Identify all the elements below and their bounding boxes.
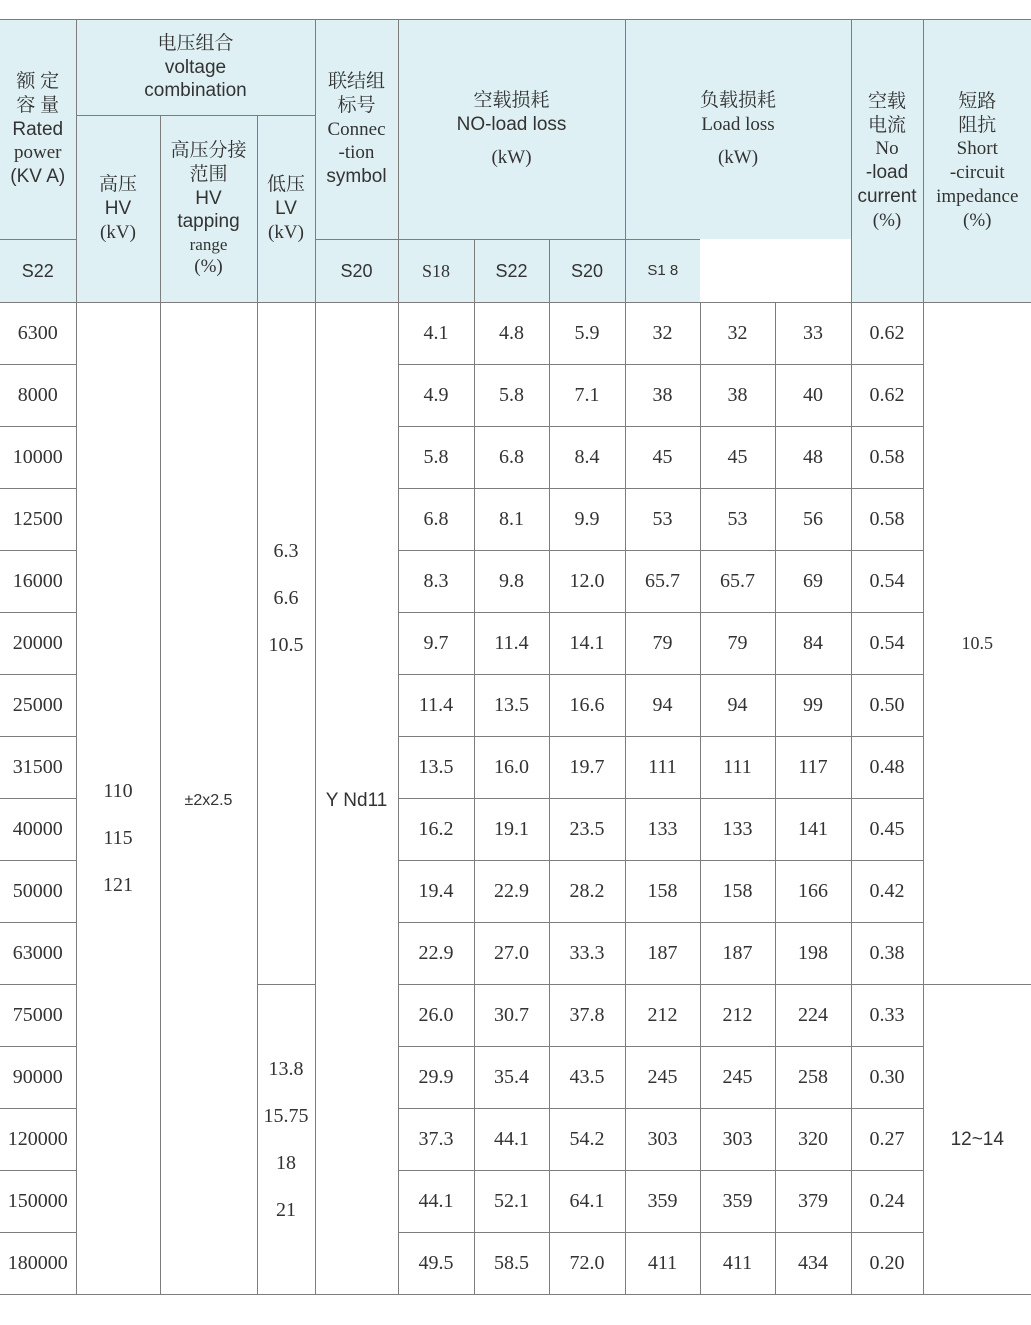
load-loss-header	[625, 20, 851, 240]
rated-power-cell: 20000	[0, 613, 76, 675]
value-cell: 411	[625, 1233, 700, 1295]
value-cell: 0.27	[851, 1109, 923, 1171]
impedance-header	[923, 20, 1031, 303]
value-cell: 303	[625, 1109, 700, 1171]
value-cell: 9.8	[474, 551, 549, 613]
hdr-text: HV	[195, 187, 222, 209]
rated-power-cell: 31500	[0, 737, 76, 799]
value-cell: 212	[700, 985, 775, 1047]
hv-values-value: 110	[103, 780, 133, 802]
hdr-text: -circuit	[949, 162, 1005, 183]
lv-group-1-value: 6.6	[273, 587, 299, 609]
hdr-text: 联结组	[327, 71, 385, 93]
hdr-text: 电压组合	[157, 32, 234, 54]
hdr-text: current	[857, 185, 917, 207]
value-cell: 8.1	[474, 489, 549, 551]
value-cell: 9.9	[549, 489, 625, 551]
value-cell: 0.54	[851, 551, 923, 613]
hdr-text: power	[14, 142, 62, 164]
hdr-text: 负载损耗	[700, 89, 777, 111]
value-cell: 5.8	[398, 427, 474, 489]
lv-group-2-value: 13.8	[268, 1057, 304, 1080]
value-cell: 8.3	[398, 551, 474, 613]
hv-values	[77, 768, 160, 909]
hdr-text: 范围	[189, 163, 228, 185]
value-cell: 40	[775, 365, 851, 427]
value-cell: 35.4	[474, 1047, 549, 1109]
value-cell: 133	[700, 799, 775, 861]
value-cell: 0.45	[851, 799, 923, 861]
tapping-range-value: ±2x2.5	[160, 303, 257, 1295]
rated-power-cell: 6300	[0, 303, 76, 365]
value-cell: 23.5	[549, 799, 625, 861]
rated-power-cell: 50000	[0, 861, 76, 923]
value-cell: 5.9	[549, 303, 625, 365]
hdr-text: 低压	[266, 174, 305, 196]
value-cell: 32	[625, 303, 700, 365]
value-cell: 79	[625, 613, 700, 675]
hdr-text: (%)	[872, 209, 902, 231]
value-cell: 0.33	[851, 985, 923, 1047]
load-s20-header: S20	[549, 240, 625, 303]
value-cell: 158	[625, 861, 700, 923]
value-cell: 11.4	[398, 675, 474, 737]
transformer-spec-table	[0, 19, 1031, 1295]
value-cell: 14.1	[549, 613, 625, 675]
value-cell: 69	[775, 551, 851, 613]
hdr-text: 容 量	[16, 94, 60, 116]
value-cell: 0.50	[851, 675, 923, 737]
no-load-current-header	[851, 20, 923, 303]
hdr-text: 高压分接	[170, 140, 247, 161]
value-cell: 0.54	[851, 613, 923, 675]
no-load-loss-header	[398, 20, 625, 240]
value-cell: 45	[700, 427, 775, 489]
voltage-combination-header	[76, 20, 315, 116]
hdr-text: (kW)	[491, 147, 532, 169]
value-cell: 16.2	[398, 799, 474, 861]
rated-power-cell: 120000	[0, 1109, 76, 1171]
value-cell: 12.0	[549, 551, 625, 613]
value-cell: 56	[775, 489, 851, 551]
hdr-text: (kW)	[717, 147, 759, 169]
value-cell: 37.8	[549, 985, 625, 1047]
value-cell: 54.2	[549, 1109, 625, 1171]
lv-group-1-value: 10.5	[268, 634, 304, 656]
value-cell: 187	[625, 923, 700, 985]
value-cell: 19.4	[398, 861, 474, 923]
value-cell: 187	[700, 923, 775, 985]
hdr-text: (KV A)	[10, 166, 66, 188]
value-cell: 65.7	[625, 551, 700, 613]
value-cell: 359	[700, 1171, 775, 1233]
value-cell: 52.1	[474, 1171, 549, 1233]
value-cell: 65.7	[700, 551, 775, 613]
value-cell: 53	[625, 489, 700, 551]
hdr-text: (kV)	[268, 221, 304, 243]
value-cell: 22.9	[474, 861, 549, 923]
value-cell: 166	[775, 861, 851, 923]
value-cell: 117	[775, 737, 851, 799]
value-cell: 58.5	[474, 1233, 549, 1295]
value-cell: 0.38	[851, 923, 923, 985]
value-cell: 19.7	[549, 737, 625, 799]
value-cell: 111	[625, 737, 700, 799]
value-cell: 379	[775, 1171, 851, 1233]
rated-power-cell: 8000	[0, 365, 76, 427]
value-cell: 53	[700, 489, 775, 551]
rated-power-cell: 90000	[0, 1047, 76, 1109]
value-cell: 26.0	[398, 985, 474, 1047]
value-cell: 224	[775, 985, 851, 1047]
value-cell: 0.62	[851, 303, 923, 365]
table-row	[0, 303, 1031, 365]
rated-power-header	[0, 20, 76, 240]
lv-group-2-value: 21	[276, 1198, 296, 1221]
rated-power-cell: 40000	[0, 799, 76, 861]
hdr-text: 空载损耗	[473, 89, 550, 111]
value-cell: 16.6	[549, 675, 625, 737]
value-cell: 84	[775, 613, 851, 675]
value-cell: 33	[775, 303, 851, 365]
hdr-text: symbol	[326, 166, 387, 188]
noload-s18-header: S18	[398, 240, 474, 303]
table-header	[0, 20, 1031, 303]
lv-header	[257, 116, 315, 303]
hdr-text: 高压	[98, 174, 137, 196]
value-cell: 359	[625, 1171, 700, 1233]
value-cell: 111	[700, 737, 775, 799]
impedance-value-1: 10.5	[923, 303, 1031, 985]
hdr-text: Connec	[327, 118, 386, 140]
value-cell: 245	[625, 1047, 700, 1109]
tapping-range-header	[160, 116, 257, 303]
value-cell: 13.5	[474, 675, 549, 737]
value-cell: 4.1	[398, 303, 474, 365]
value-cell: 79	[700, 613, 775, 675]
rated-power-cell: 150000	[0, 1171, 76, 1233]
load-s18-header: S1 8	[625, 240, 700, 303]
hv-header	[76, 116, 160, 303]
value-cell: 8.4	[549, 427, 625, 489]
hdr-text: No	[875, 138, 899, 160]
rated-power-cell: 10000	[0, 427, 76, 489]
value-cell: 303	[700, 1109, 775, 1171]
value-cell: 44.1	[398, 1171, 474, 1233]
hdr-text: 额 定	[16, 71, 60, 93]
hdr-text: (%)	[963, 209, 992, 231]
hdr-text: -tion	[338, 142, 375, 164]
value-cell: 198	[775, 923, 851, 985]
value-cell: 33.3	[549, 923, 625, 985]
hv-values-value: 121	[103, 874, 133, 896]
value-cell: 6.8	[474, 427, 549, 489]
value-cell: 4.9	[398, 365, 474, 427]
value-cell: 27.0	[474, 923, 549, 985]
hdr-text: 短路	[958, 90, 997, 112]
hdr-text: impedance	[936, 185, 1019, 207]
value-cell: 245	[700, 1047, 775, 1109]
rated-power-cell: 12500	[0, 489, 76, 551]
hdr-text: (kV)	[100, 221, 136, 243]
value-cell: 99	[775, 675, 851, 737]
value-cell: 22.9	[398, 923, 474, 985]
value-cell: 49.5	[398, 1233, 474, 1295]
value-cell: 28.2	[549, 861, 625, 923]
lv-group-1-value: 6.3	[273, 540, 299, 562]
value-cell: 32	[700, 303, 775, 365]
table-body	[0, 303, 1031, 1295]
value-cell: 141	[775, 799, 851, 861]
load-s22-header: S22	[474, 240, 549, 303]
hdr-text: -load	[865, 162, 909, 183]
value-cell: 48	[775, 427, 851, 489]
value-cell: 0.58	[851, 489, 923, 551]
value-cell: 44.1	[474, 1109, 549, 1171]
hdr-text: Short	[956, 138, 998, 160]
value-cell: 38	[700, 365, 775, 427]
hdr-text: Load loss	[701, 113, 775, 135]
value-cell: 320	[775, 1109, 851, 1171]
value-cell: 19.1	[474, 799, 549, 861]
hv-values-value: 115	[103, 827, 133, 849]
value-cell: 13.5	[398, 737, 474, 799]
value-cell: 29.9	[398, 1047, 474, 1109]
value-cell: 0.62	[851, 365, 923, 427]
value-cell: 9.7	[398, 613, 474, 675]
value-cell: 0.30	[851, 1047, 923, 1109]
value-cell: 0.24	[851, 1171, 923, 1233]
noload-s22-header: S22	[0, 240, 76, 303]
value-cell: 0.48	[851, 737, 923, 799]
lv-group-2-value: 18	[276, 1151, 296, 1174]
value-cell: 0.42	[851, 861, 923, 923]
hdr-text: (%)	[194, 256, 223, 278]
rated-power-cell: 16000	[0, 551, 76, 613]
value-cell: 37.3	[398, 1109, 474, 1171]
hdr-text: combination	[144, 80, 247, 102]
value-cell: 5.8	[474, 365, 549, 427]
value-cell: 158	[700, 861, 775, 923]
value-cell: 133	[625, 799, 700, 861]
hdr-text: 空载	[868, 90, 907, 112]
noload-s20-header: S20	[315, 240, 398, 303]
hdr-text: 电流	[868, 114, 907, 136]
connection-symbol-header	[315, 20, 398, 240]
hdr-text: 阻抗	[958, 114, 997, 136]
value-cell: 4.8	[474, 303, 549, 365]
value-cell: 411	[700, 1233, 775, 1295]
hdr-text: voltage	[164, 56, 227, 78]
value-cell: 0.20	[851, 1233, 923, 1295]
lv-group-2	[258, 1046, 315, 1234]
value-cell: 38	[625, 365, 700, 427]
value-cell: 16.0	[474, 737, 549, 799]
rated-power-cell: 75000	[0, 985, 76, 1047]
value-cell: 43.5	[549, 1047, 625, 1109]
value-cell: 72.0	[549, 1233, 625, 1295]
lv-group-2-value: 15.75	[263, 1104, 309, 1127]
hdr-text: HV	[104, 198, 132, 220]
lv-group-1	[258, 528, 315, 669]
value-cell: 212	[625, 985, 700, 1047]
hdr-text: LV	[275, 198, 297, 220]
value-cell: 94	[625, 675, 700, 737]
connection-symbol-value: Y Nd11	[315, 303, 398, 1295]
value-cell: 94	[700, 675, 775, 737]
impedance-value-2: 12~14	[923, 985, 1031, 1295]
value-cell: 11.4	[474, 613, 549, 675]
rated-power-cell: 63000	[0, 923, 76, 985]
hdr-text: range	[189, 235, 228, 254]
hdr-text: 标号	[337, 94, 376, 116]
hdr-text: Rated	[12, 118, 64, 140]
rated-power-cell: 180000	[0, 1233, 76, 1295]
value-cell: 434	[775, 1233, 851, 1295]
value-cell: 64.1	[549, 1171, 625, 1233]
value-cell: 6.8	[398, 489, 474, 551]
value-cell: 30.7	[474, 985, 549, 1047]
hdr-text: tapping	[177, 211, 240, 233]
value-cell: 45	[625, 427, 700, 489]
rated-power-cell: 25000	[0, 675, 76, 737]
hdr-text: NO-load loss	[456, 113, 567, 135]
value-cell: 7.1	[549, 365, 625, 427]
value-cell: 0.58	[851, 427, 923, 489]
value-cell: 258	[775, 1047, 851, 1109]
